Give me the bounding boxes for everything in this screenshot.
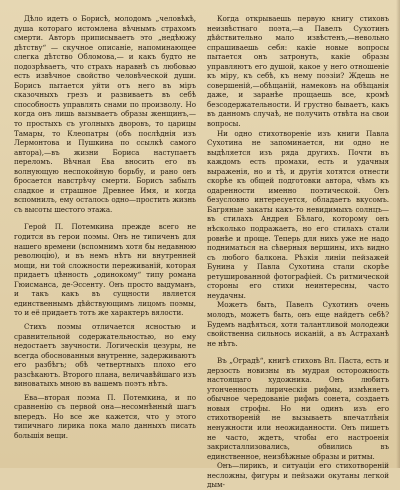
- paragraph: Герой П. Потемкина прежде всего не годится въ герои поэмы. Онъ не типиченъ для нашего времени (вспомнимъ хотя бы недавнюю революцію), и въ немъ нѣтъ ни внутренней мощи, ни той сложности переживаній, которая придаетъ цѣнность „одинокому“ типу романа Гюисманса, де-Эссенту. Онъ просто выдуманъ, и такъ какъ въ сущности является единственнымъ дѣйствующимъ лицомъ поэмы, то и её придаетъ тотъ же характеръ вялости.: [14, 222, 196, 318]
- paragraph: Дѣло идетъ о Борисѣ, молодомъ „человѣкѣ, душа котораго истомлена вѣчнымъ страхомъ смерти. Авторъ приписываетъ это „недѣюжу дѣтству“ — скучное описаніе, напоминающее слегка дѣтство Обломова,— и какъ будто не подозрѣваетъ, что страхъ наравнѣ съ любовью есть извѣчное свойство человѣческой души. Борисъ пытается уйти отъ него въ міръ сказочныхъ грезъ и развиваетъ въ себѣ способность управлять снами по произволу. Но когда онъ лишь вызываетъ образы женщинъ,—то простыхъ съ уголныхъ дворовъ, то царицы Тамары, то Клеопатры (объ послѣднія изъ Лермонтова и Пушкина по ссылкѣ самого автора),—въ жизни Бориса наступаетъ переломъ. Вѣчная Ева вносить его въ волнующую неспокойную борьбу, и рано онъ бросается навстрѣчу смерти. Борисъ забылъ сладкое и страшное Древнее Имя, и когда вспомнилъ, ему осталось одно—простить жизнь съ высоты шестого этажа.: [14, 14, 196, 214]
- paragraph: Ни одно стихотвореніе изъ книги Павла Сухотина не запоминается, ни одно не выдѣляется изъ ряда другихъ. Почти въ каждомъ есть промахи, есть и удачныя выраженія, но и тѣ, и другія хотятся отнести скорѣе къ общей подготовки автора, чѣмъ къ одаренности именно поэтической. Онъ безусловно интересуется, обладаетъ вкусомъ. Багряные закаты какъ-то невидимыхъ солнцъ—въ стилахъ Андрея Бѣлаго, которому онъ нѣсколько подражаетъ, но его стилахъ стали ровнѣе и проще. Теперь для нихъ уже не надо подниматься на сѣверныя вершины, ихъ видно съ любого балкона. Рѣзкія линіи пейзажей Бунина у Павла Сухотина стали скорѣе ретушированной фотографіей. Съ ритмической стороны его стихи неинтересны, часто неудачны.: [207, 128, 389, 300]
- paragraph: Въ „Оградѣ“, книгѣ стиховъ Вл. Паста, есть и дерзость новизны въ мудрая осторожность настоящаго художника. Онъ любитъ утонченность лирическія рифмы, измѣняетъ обычное чередованіе рифмъ сонета, создаетъ новыя строфы. Но ни одинъ изъ его стихотвореній не вызываетъ впечатлѣнія ненужности или неожиданности. Онъ пишетъ не часто, ждетъ, чтобы его настроенія закристаллизовались, обвились въ единственное, неизбѣжные образы и ритмы.: [207, 356, 389, 461]
- paragraph: Можетъ быть, Павелъ Сухотинъ очень молодъ, можетъ быть, онъ еще найдетъ себѣ? Будемъ надѣяться, хотя талантливой молодежи свойственна сильнось исканій, а въ Астраханѣ не нѣтъ.: [207, 300, 389, 348]
- paragraph: Онъ—лирикъ, и ситуаціи его стихотвореній несложны, фигуры и пейзажи окутаны легкой дым-: [207, 461, 389, 490]
- paragraph: Стихъ поэмы отличается ясностью и сравнительной содержательностью, но ему недостаетъ звучности. Логическія цезуры, не всегда обоснованныя внутренне, задерживаютъ его разбѣгъ; обѣ четвертныхъ плохо его разсѣкаютъ. Второго плана, величавѣйшаго изъ виноватыхъ мною въ вашемъ поэтъ нѣтъ.: [14, 321, 196, 389]
- paragraph: Когда открываешь первую книгу стиховъ неизвѣстнаго поэта,—а Павелъ Сухотинъ дѣйствительно мало извѣстенъ,—невольно спрашиваешь себя: какіе новые вопросы пытается онъ затронуть, какіе образы управляютъ его душой, какое у него отношеніе къ міру, къ себѣ, къ нему поэзіи? Ждешь не совершеній,—обѣщаній, намековъ на обѣщанія даже, и заранѣе прощаешь все, кромѣ безсодержательности. И грустно бываетъ, какъ въ данномъ случаѣ, не получить отвѣта на свои вопросы.: [207, 14, 389, 129]
- page-edge-shadow: [396, 0, 400, 468]
- right-column: [207, 14, 389, 490]
- left-column: [14, 14, 196, 441]
- paragraph: Ева—вторая поэма П. Потемкина, и по сравненію съ первой она—несомнѣнный шагъ впередъ. Но все же кажется, что у этого типичнаго лирика пока мало данныхъ писать большія вещи.: [14, 392, 196, 440]
